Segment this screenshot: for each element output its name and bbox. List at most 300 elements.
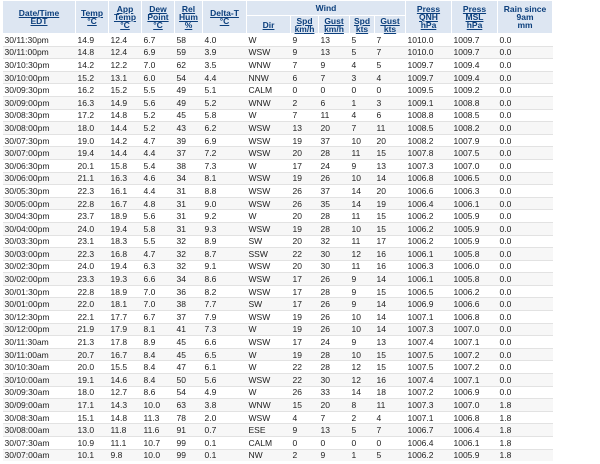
cell-rel-hum: 45 <box>175 348 203 361</box>
cell-rel-hum: 99 <box>175 437 203 450</box>
cell-app-temp: 15.8 <box>109 159 142 172</box>
cell-wind-gust-kts: 15 <box>375 210 406 223</box>
cell-press-msl: 1006.0 <box>452 260 498 273</box>
cell-wind-spd-kmh: 17 <box>291 159 319 172</box>
cell-temp: 19.4 <box>76 147 109 160</box>
cell-wind-spd-kmh: 19 <box>291 134 319 147</box>
cell-rel-hum: 32 <box>175 260 203 273</box>
cell-dew-point: 5.2 <box>142 109 175 122</box>
cell-wind-dir: SSW <box>247 248 291 261</box>
table-row <box>3 71 553 84</box>
cell-delta-t: 9.0 <box>203 197 247 210</box>
observations-body <box>3 34 553 462</box>
cell-dew-point: 5.6 <box>142 210 175 223</box>
cell-app-temp: 14.8 <box>109 109 142 122</box>
cell-wind-spd-kts: 7 <box>350 122 375 135</box>
table-row <box>3 109 553 122</box>
cell-rain-since-9am: 0.0 <box>498 386 553 399</box>
cell-dew-point: 4.8 <box>142 197 175 210</box>
cell-app-temp: 15.2 <box>109 84 142 97</box>
cell-dew-point: 8.6 <box>142 386 175 399</box>
cell-dew-point: 6.7 <box>142 311 175 324</box>
cell-rel-hum: 41 <box>175 323 203 336</box>
cell-delta-t: 6.5 <box>203 348 247 361</box>
cell-wind-spd-kmh: 19 <box>291 222 319 235</box>
cell-delta-t: 4.0 <box>203 34 247 47</box>
cell-delta-t: 7.2 <box>203 147 247 160</box>
cell-datetime: 30/05:00pm <box>3 197 76 210</box>
cell-app-temp: 11.8 <box>109 424 142 437</box>
col-header-dew-point[interactable]: Dew Point °C <box>142 1 175 34</box>
cell-wind-spd-kts: 3 <box>350 71 375 84</box>
cell-wind-dir: WSW <box>247 336 291 349</box>
col-header-wind: Wind <box>247 1 406 16</box>
table-row <box>3 361 553 374</box>
cell-wind-gust-kts: 13 <box>375 336 406 349</box>
cell-wind-gust-kmh: 13 <box>319 424 350 437</box>
cell-rain-since-9am: 1.8 <box>498 437 553 450</box>
cell-press-msl: 1009.7 <box>452 46 498 59</box>
cell-press-msl: 1007.9 <box>452 134 498 147</box>
cell-wind-dir: WSW <box>247 285 291 298</box>
cell-wind-spd-kmh: 20 <box>291 210 319 223</box>
cell-wind-gust-kts: 11 <box>375 399 406 412</box>
cell-wind-gust-kts: 7 <box>375 424 406 437</box>
cell-datetime: 30/07:30pm <box>3 134 76 147</box>
cell-dew-point: 11.3 <box>142 411 175 424</box>
cell-temp: 24.0 <box>76 260 109 273</box>
cell-wind-gust-kmh: 30 <box>319 260 350 273</box>
cell-wind-gust-kmh: 33 <box>319 386 350 399</box>
cell-delta-t: 9.2 <box>203 210 247 223</box>
cell-delta-t: 8.6 <box>203 273 247 286</box>
cell-press-qnh: 1008.8 <box>406 109 452 122</box>
col-header-delta-t[interactable]: Delta-T °C <box>203 1 247 34</box>
cell-temp: 20.7 <box>76 348 109 361</box>
table-row <box>3 336 553 349</box>
cell-datetime: 30/10:30am <box>3 361 76 374</box>
cell-rel-hum: 62 <box>175 59 203 72</box>
cell-datetime: 30/04:30pm <box>3 210 76 223</box>
table-row <box>3 374 553 387</box>
cell-temp: 21.9 <box>76 323 109 336</box>
cell-wind-gust-kmh: 0 <box>319 84 350 97</box>
table-row <box>3 323 553 336</box>
cell-temp: 14.2 <box>76 59 109 72</box>
cell-temp: 13.0 <box>76 424 109 437</box>
table-row <box>3 424 553 437</box>
cell-wind-dir: WSW <box>247 411 291 424</box>
cell-wind-dir: WSW <box>247 172 291 185</box>
table-row <box>3 348 553 361</box>
cell-app-temp: 11.1 <box>109 437 142 450</box>
cell-dew-point: 5.2 <box>142 122 175 135</box>
cell-rain-since-9am: 0.0 <box>498 311 553 324</box>
table-row <box>3 298 553 311</box>
cell-wind-dir: W <box>247 210 291 223</box>
cell-press-qnh: 1007.1 <box>406 411 452 424</box>
cell-wind-gust-kmh: 24 <box>319 336 350 349</box>
cell-press-msl: 1006.1 <box>452 197 498 210</box>
cell-wind-spd-kts: 10 <box>350 172 375 185</box>
cell-press-msl: 1005.8 <box>452 248 498 261</box>
cell-wind-spd-kmh: 15 <box>291 399 319 412</box>
cell-rain-since-9am: 0.0 <box>498 298 553 311</box>
cell-press-qnh: 1006.1 <box>406 273 452 286</box>
cell-wind-gust-kts: 15 <box>375 222 406 235</box>
col-header-temp[interactable]: Temp °C <box>76 1 109 34</box>
cell-rel-hum: 32 <box>175 235 203 248</box>
cell-app-temp: 16.8 <box>109 248 142 261</box>
cell-temp: 22.1 <box>76 311 109 324</box>
cell-temp: 22.0 <box>76 298 109 311</box>
cell-rel-hum: 32 <box>175 248 203 261</box>
col-header-gust-kts[interactable]: Gust kts <box>375 16 406 34</box>
cell-temp: 17.1 <box>76 399 109 412</box>
cell-datetime: 30/02:30pm <box>3 260 76 273</box>
cell-press-msl: 1005.9 <box>452 235 498 248</box>
cell-wind-gust-kts: 6 <box>375 109 406 122</box>
cell-temp: 23.3 <box>76 273 109 286</box>
cell-press-qnh: 1010.0 <box>406 34 452 47</box>
cell-rel-hum: 78 <box>175 411 203 424</box>
cell-press-qnh: 1006.4 <box>406 437 452 450</box>
cell-wind-spd-kmh: 7 <box>291 59 319 72</box>
cell-temp: 14.9 <box>76 34 109 47</box>
cell-rel-hum: 43 <box>175 122 203 135</box>
cell-wind-spd-kts: 8 <box>350 399 375 412</box>
cell-press-msl: 1005.8 <box>452 273 498 286</box>
cell-wind-spd-kts: 1 <box>350 449 375 461</box>
cell-datetime: 30/01:30pm <box>3 285 76 298</box>
cell-wind-gust-kts: 4 <box>375 411 406 424</box>
cell-rain-since-9am: 0.0 <box>498 235 553 248</box>
cell-temp: 10.9 <box>76 437 109 450</box>
cell-rain-since-9am: 0.0 <box>498 122 553 135</box>
cell-rain-since-9am: 1.8 <box>498 449 553 461</box>
cell-rain-since-9am: 0.0 <box>498 46 553 59</box>
cell-wind-gust-kmh: 26 <box>319 298 350 311</box>
cell-wind-dir: WNW <box>247 399 291 412</box>
col-header-app-temp[interactable]: App Temp °C <box>109 1 142 34</box>
cell-rel-hum: 54 <box>175 386 203 399</box>
cell-wind-spd-kts: 9 <box>350 285 375 298</box>
cell-dew-point: 4.7 <box>142 248 175 261</box>
cell-wind-gust-kmh: 20 <box>319 122 350 135</box>
cell-app-temp: 14.4 <box>109 147 142 160</box>
cell-wind-spd-kts: 1 <box>350 96 375 109</box>
cell-delta-t: 3.5 <box>203 59 247 72</box>
cell-rain-since-9am: 1.8 <box>498 399 553 412</box>
cell-wind-spd-kmh: 9 <box>291 46 319 59</box>
cell-press-msl: 1008.2 <box>452 122 498 135</box>
cell-datetime: 30/10:00pm <box>3 71 76 84</box>
cell-dew-point: 8.9 <box>142 336 175 349</box>
cell-wind-gust-kmh: 11 <box>319 109 350 122</box>
cell-datetime: 30/11:00am <box>3 348 76 361</box>
cell-app-temp: 18.9 <box>109 210 142 223</box>
cell-dew-point: 7.0 <box>142 285 175 298</box>
cell-rel-hum: 39 <box>175 134 203 147</box>
col-header-spd-kmh[interactable]: Spd km/h <box>291 16 319 34</box>
cell-wind-spd-kts: 4 <box>350 59 375 72</box>
cell-rain-since-9am: 0.0 <box>498 96 553 109</box>
cell-datetime: 30/09:00pm <box>3 96 76 109</box>
cell-dew-point: 5.5 <box>142 84 175 97</box>
table-row <box>3 210 553 223</box>
cell-datetime: 30/09:30pm <box>3 84 76 97</box>
cell-dew-point: 6.3 <box>142 260 175 273</box>
cell-delta-t: 8.2 <box>203 285 247 298</box>
cell-delta-t: 6.2 <box>203 122 247 135</box>
cell-press-msl: 1009.7 <box>452 34 498 47</box>
cell-datetime: 30/11:30am <box>3 336 76 349</box>
cell-press-qnh: 1006.6 <box>406 185 452 198</box>
cell-rel-hum: 45 <box>175 336 203 349</box>
cell-dew-point: 5.8 <box>142 222 175 235</box>
cell-rain-since-9am: 0.0 <box>498 71 553 84</box>
cell-rain-since-9am: 0.0 <box>498 59 553 72</box>
cell-rain-since-9am: 0.0 <box>498 185 553 198</box>
cell-wind-spd-kts: 9 <box>350 298 375 311</box>
cell-rel-hum: 47 <box>175 361 203 374</box>
cell-wind-dir: W <box>247 323 291 336</box>
cell-wind-gust-kts: 16 <box>375 248 406 261</box>
cell-wind-gust-kmh: 13 <box>319 46 350 59</box>
cell-delta-t: 8.9 <box>203 235 247 248</box>
cell-dew-point: 8.4 <box>142 348 175 361</box>
cell-press-qnh: 1006.2 <box>406 235 452 248</box>
cell-datetime: 30/09:30am <box>3 386 76 399</box>
cell-wind-gust-kmh: 9 <box>319 59 350 72</box>
cell-wind-gust-kmh: 28 <box>319 285 350 298</box>
cell-app-temp: 14.2 <box>109 134 142 147</box>
cell-temp: 18.0 <box>76 122 109 135</box>
cell-dew-point: 5.4 <box>142 159 175 172</box>
cell-datetime: 30/12:30pm <box>3 311 76 324</box>
cell-app-temp: 14.4 <box>109 122 142 135</box>
col-header-rel-hum[interactable]: Rel Hum % <box>175 1 203 34</box>
cell-rel-hum: 31 <box>175 222 203 235</box>
cell-press-msl: 1008.5 <box>452 109 498 122</box>
cell-temp: 20.0 <box>76 361 109 374</box>
cell-temp: 19.0 <box>76 134 109 147</box>
cell-datetime: 30/10:00am <box>3 374 76 387</box>
cell-rain-since-9am: 1.8 <box>498 424 553 437</box>
cell-wind-gust-kts: 0 <box>375 437 406 450</box>
cell-app-temp: 14.8 <box>109 411 142 424</box>
cell-wind-spd-kmh: 4 <box>291 411 319 424</box>
cell-rel-hum: 59 <box>175 46 203 59</box>
cell-wind-spd-kts: 14 <box>350 185 375 198</box>
cell-delta-t: 7.3 <box>203 159 247 172</box>
cell-delta-t: 6.6 <box>203 336 247 349</box>
cell-wind-gust-kts: 5 <box>375 449 406 461</box>
cell-press-msl: 1007.1 <box>452 336 498 349</box>
cell-temp: 22.8 <box>76 285 109 298</box>
cell-app-temp: 17.8 <box>109 336 142 349</box>
cell-app-temp: 17.7 <box>109 311 142 324</box>
cell-temp: 16.3 <box>76 96 109 109</box>
table-row <box>3 273 553 286</box>
cell-press-qnh: 1006.2 <box>406 449 452 461</box>
cell-dew-point: 8.4 <box>142 361 175 374</box>
cell-delta-t: 4.4 <box>203 71 247 84</box>
cell-wind-gust-kts: 13 <box>375 159 406 172</box>
cell-press-msl: 1005.9 <box>452 222 498 235</box>
cell-press-qnh: 1006.4 <box>406 197 452 210</box>
cell-press-qnh: 1007.2 <box>406 386 452 399</box>
cell-wind-gust-kmh: 28 <box>319 361 350 374</box>
table-row <box>3 134 553 147</box>
cell-wind-dir: W <box>247 361 291 374</box>
cell-wind-gust-kmh: 28 <box>319 147 350 160</box>
cell-rel-hum: 38 <box>175 159 203 172</box>
col-header-rain: Rain since 9am mm <box>498 1 553 34</box>
cell-press-qnh: 1009.7 <box>406 59 452 72</box>
cell-rel-hum: 38 <box>175 298 203 311</box>
cell-wind-spd-kmh: 20 <box>291 235 319 248</box>
cell-rel-hum: 37 <box>175 147 203 160</box>
table-row <box>3 172 553 185</box>
cell-wind-gust-kts: 16 <box>375 374 406 387</box>
table-row <box>3 122 553 135</box>
cell-wind-gust-kts: 14 <box>375 172 406 185</box>
cell-datetime: 30/07:00pm <box>3 147 76 160</box>
cell-wind-dir: WSW <box>247 374 291 387</box>
cell-wind-dir: WSW <box>247 46 291 59</box>
cell-wind-gust-kts: 14 <box>375 311 406 324</box>
cell-wind-gust-kmh: 20 <box>319 399 350 412</box>
cell-temp: 16.2 <box>76 84 109 97</box>
cell-wind-spd-kts: 14 <box>350 197 375 210</box>
cell-wind-dir: SW <box>247 298 291 311</box>
cell-press-msl: 1009.4 <box>452 59 498 72</box>
cell-app-temp: 9.8 <box>109 449 142 461</box>
cell-datetime: 30/03:00pm <box>3 248 76 261</box>
cell-datetime: 30/04:00pm <box>3 222 76 235</box>
cell-press-qnh: 1010.0 <box>406 46 452 59</box>
cell-wind-spd-kmh: 22 <box>291 248 319 261</box>
table-row <box>3 59 553 72</box>
cell-wind-dir: SW <box>247 235 291 248</box>
cell-press-msl: 1006.8 <box>452 311 498 324</box>
cell-delta-t: 5.1 <box>203 84 247 97</box>
cell-wind-dir: W <box>247 109 291 122</box>
cell-datetime: 30/06:30pm <box>3 159 76 172</box>
cell-press-msl: 1007.2 <box>452 361 498 374</box>
cell-press-qnh: 1007.4 <box>406 374 452 387</box>
cell-dew-point: 4.7 <box>142 134 175 147</box>
cell-app-temp: 12.4 <box>109 34 142 47</box>
cell-wind-dir: W <box>247 386 291 399</box>
cell-press-msl: 1006.2 <box>452 285 498 298</box>
col-header-press-qnh[interactable]: Press QNH hPa <box>406 1 452 34</box>
table-row <box>3 84 553 97</box>
cell-press-msl: 1007.0 <box>452 159 498 172</box>
cell-wind-spd-kts: 4 <box>350 109 375 122</box>
cell-wind-dir: WSW <box>247 197 291 210</box>
cell-wind-gust-kmh: 28 <box>319 222 350 235</box>
cell-wind-gust-kts: 4 <box>375 71 406 84</box>
cell-temp: 23.1 <box>76 235 109 248</box>
cell-delta-t: 0.1 <box>203 449 247 461</box>
cell-wind-spd-kts: 12 <box>350 374 375 387</box>
cell-wind-dir: W <box>247 34 291 47</box>
cell-rain-since-9am: 0.0 <box>498 84 553 97</box>
cell-wind-spd-kts: 11 <box>350 235 375 248</box>
cell-wind-spd-kmh: 22 <box>291 374 319 387</box>
cell-press-qnh: 1006.8 <box>406 172 452 185</box>
cell-datetime: 30/02:00pm <box>3 273 76 286</box>
cell-wind-spd-kmh: 19 <box>291 172 319 185</box>
cell-rel-hum: 91 <box>175 424 203 437</box>
cell-wind-spd-kts: 11 <box>350 260 375 273</box>
cell-dew-point: 6.9 <box>142 46 175 59</box>
cell-press-msl: 1007.1 <box>452 374 498 387</box>
cell-wind-spd-kmh: 26 <box>291 185 319 198</box>
cell-rain-since-9am: 0.0 <box>498 172 553 185</box>
cell-press-msl: 1006.8 <box>452 411 498 424</box>
col-header-datetime: Date/Time EDT <box>3 1 76 34</box>
cell-temp: 24.0 <box>76 222 109 235</box>
cell-wind-gust-kmh: 28 <box>319 210 350 223</box>
cell-temp: 22.8 <box>76 197 109 210</box>
cell-wind-spd-kts: 9 <box>350 273 375 286</box>
col-header-spd-kts[interactable]: Spd kts <box>350 16 375 34</box>
cell-dew-point: 4.4 <box>142 185 175 198</box>
cell-temp: 22.3 <box>76 248 109 261</box>
cell-wind-dir: WSW <box>247 222 291 235</box>
cell-wind-spd-kts: 10 <box>350 311 375 324</box>
cell-delta-t: 2.0 <box>203 411 247 424</box>
cell-app-temp: 16.7 <box>109 348 142 361</box>
cell-wind-gust-kmh: 24 <box>319 159 350 172</box>
cell-temp: 14.8 <box>76 46 109 59</box>
cell-press-qnh: 1006.5 <box>406 285 452 298</box>
cell-datetime: 30/12:00pm <box>3 323 76 336</box>
cell-wind-spd-kmh: 17 <box>291 273 319 286</box>
cell-wind-spd-kts: 9 <box>350 336 375 349</box>
cell-rel-hum: 63 <box>175 399 203 412</box>
cell-wind-spd-kmh: 9 <box>291 34 319 47</box>
table-row <box>3 437 553 450</box>
cell-dew-point: 6.6 <box>142 273 175 286</box>
cell-press-msl: 1006.5 <box>452 172 498 185</box>
cell-press-qnh: 1007.3 <box>406 399 452 412</box>
cell-press-msl: 1006.9 <box>452 386 498 399</box>
cell-rel-hum: 31 <box>175 197 203 210</box>
cell-press-qnh: 1008.2 <box>406 134 452 147</box>
cell-wind-gust-kmh: 7 <box>319 71 350 84</box>
cell-press-msl: 1005.9 <box>452 210 498 223</box>
col-header-press-msl[interactable]: Press MSL hPa <box>452 1 498 34</box>
col-header-dir[interactable]: Dir <box>247 16 291 34</box>
cell-dew-point: 4.4 <box>142 147 175 160</box>
cell-wind-spd-kts: 10 <box>350 222 375 235</box>
cell-wind-dir: CALM <box>247 84 291 97</box>
cell-dew-point: 10.0 <box>142 449 175 461</box>
cell-wind-spd-kmh: 2 <box>291 449 319 461</box>
cell-delta-t: 0.1 <box>203 437 247 450</box>
cell-delta-t: 3.8 <box>203 399 247 412</box>
cell-datetime: 30/11:00pm <box>3 46 76 59</box>
cell-wind-gust-kmh: 32 <box>319 235 350 248</box>
cell-temp: 15.2 <box>76 71 109 84</box>
cell-wind-gust-kts: 19 <box>375 197 406 210</box>
cell-wind-gust-kmh: 9 <box>319 449 350 461</box>
col-header-gust-kmh[interactable]: Gust km/h <box>319 16 350 34</box>
